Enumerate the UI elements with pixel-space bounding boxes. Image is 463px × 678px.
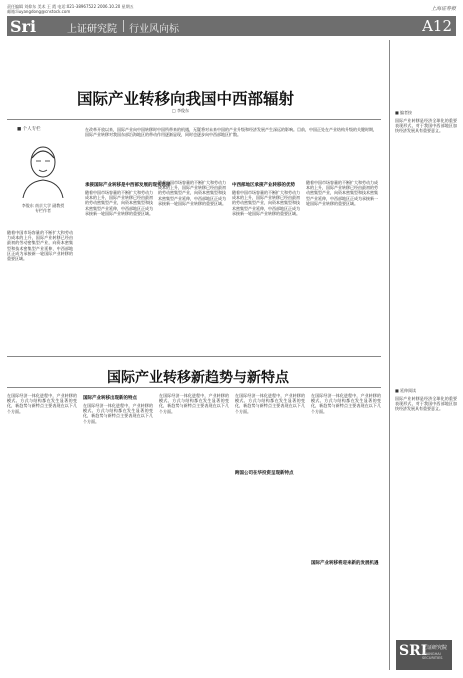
title2-rule <box>7 387 381 388</box>
section-banner <box>7 16 456 36</box>
article2-col2: 在国际经济一体化进程中，产业转移的模式、方式与结构都在发生显著的变化，新趋势与新特点主要表现在以下几个方面。 <box>83 403 153 424</box>
article2-col4: 在国际经济一体化进程中，产业转移的模式、方式与结构都在发生显著的变化，新趋势与新特点主要表现在以下几个方面。 <box>235 393 305 414</box>
section-title: 上证研究院 <box>67 24 117 35</box>
article1-col5: 随着中国市场容量的不断扩大和劳动力成本的上升，国际产业转移已经由最初的劳动密集型产业，向资本密集型和技术密集型产业延伸，中西部地区正成为承接新一轮国际产业转移的重要区域。 <box>306 180 378 206</box>
subsection-title: 行业风向标 <box>129 24 179 35</box>
article2-sub1: 国际产业转移出现新的特点 <box>83 396 137 401</box>
article1-intro: 在改革开放以来，国际产业向中国转移时中国所带来的机遇，无疑将对未来中国的产业升级和经济发展产生深远的影响。目前，中国正处在产业结构升级的关键时期，国际产业转移对我国东部沿海地区的带动作用逐渐显现，同时也逐步向中西部地区扩散。 <box>85 127 377 138</box>
author-portrait <box>18 140 68 198</box>
header-meta-line2: 邮箱:liuyangdong@cnstock.com <box>7 9 71 14</box>
column-label: ■ 个人专栏 <box>17 127 41 132</box>
article2-col1: 在国际经济一体化进程中，产业转移的模式、方式与结构都在发生显著的变化，新趋势与新特点主要表现在以下几个方面。 <box>7 393 77 414</box>
article2-col3: 在国际经济一体化进程中，产业转移的模式、方式与结构都在发生显著的变化，新趋势与新特点主要表现在以下几个方面。 <box>159 393 229 414</box>
footer-logo-sub: SHANGHAI SECURITIES <box>422 652 443 660</box>
sri-logo: Sri <box>10 17 37 36</box>
banner-divider <box>123 20 124 32</box>
article1-title: 国际产业转移向我国中西部辐射 <box>77 90 295 108</box>
footer-logo-name: 上证研究院 <box>422 645 448 651</box>
page-number: A12 <box>422 17 452 35</box>
article1-sub1: 承接国际产业转移是中西部发展的现实选择 <box>85 183 171 188</box>
header-meta <box>7 4 307 14</box>
page-header <box>7 3 456 16</box>
article1-sub2: 中西部地区承接产业转移的优势 <box>232 183 295 188</box>
article2-sub3: 国际产业转移将迎来新的发展机遇 <box>311 561 379 566</box>
footer-logo <box>396 640 452 670</box>
article2-title: 国际产业转移新趋势与新特点 <box>107 370 289 386</box>
article1-byline: □ 李俊东 <box>172 108 190 113</box>
author-caption: 李俊东 南京大学 副教授 专栏作者 <box>21 203 65 213</box>
article2-col5: 在国际经济一体化进程中，产业转移的模式、方式与结构都在发生显著的变化，新趋势与新特点主要表现在以下几个方面。 <box>311 393 381 414</box>
footer-logo-mark: SRI <box>399 643 428 659</box>
article1-col2: 随着中国市场容量的不断扩大和劳动力成本的上升，国际产业转移已经由最初的劳动密集型产业，向资本密集型和技术密集型产业延伸，中西部地区正成为承接新一轮国际产业转移的重要区域。 <box>85 190 153 216</box>
right-column-divider <box>389 40 390 670</box>
article1-col3: 随着中国市场容量的不断扩大和劳动力成本的上升，国际产业转移已经由最初的劳动密集型产业，向资本密集型和技术密集型产业延伸，中西部地区正成为承接新一轮国际产业转移的重要区域。 <box>158 180 226 206</box>
article1-col4: 随着中国市场容量的不断扩大和劳动力成本的上升，国际产业转移已经由最初的劳动密集型产业，向资本密集型和技术密集型产业延伸，中西部地区正成为承接新一轮国际产业转移的重要区域。 <box>232 190 300 216</box>
right-col-text2: 国际产业转移是经济全球化的重要表现形式，对于我国中西部地区加快经济发展具有重要意义。 <box>395 396 457 412</box>
article1-col1: 随着中国市场容量的不断扩大和劳动力成本的上升，国际产业转移已经由最初的劳动密集型产业，向资本密集型和技术密集型产业延伸，中西部地区正成为承接新一轮国际产业转移的重要区域。 <box>7 230 73 262</box>
title-rule <box>7 119 381 120</box>
paper-name: 上海证券报 <box>430 6 456 12</box>
section-rule <box>7 356 381 357</box>
header-meta-line: 责任编辑 刘仰东 美术 王 霞 电话:021-38967522 2006.10.20 星期五 <box>7 4 134 9</box>
right-head2: ■ 延伸阅读 <box>395 388 417 393</box>
article2-sub2: 跨国公司在华投资呈现新特点 <box>235 471 294 476</box>
right-head1: ■ 编者按 <box>395 110 413 115</box>
right-col-text1: 国际产业转移是经济全球化的重要表现形式，对于我国中西部地区加快经济发展具有重要意义。 <box>395 118 457 134</box>
